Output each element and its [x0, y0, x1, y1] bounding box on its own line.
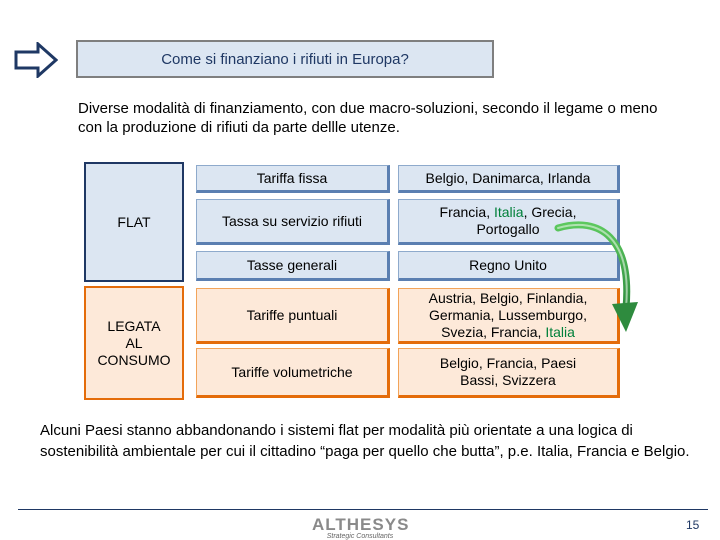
method-cell [196, 251, 390, 281]
method-label: Tariffa fissa [256, 169, 328, 186]
category-flat [84, 162, 184, 282]
countries-line: Belgio, Francia, Paesi [439, 355, 577, 371]
category-consumo-line-3: CONSUMO [97, 351, 171, 368]
method-cell [196, 165, 390, 193]
method-cell [196, 348, 390, 398]
transition-arrow-icon [540, 208, 650, 338]
country-italia: Italia [493, 204, 524, 220]
category-consumo-line-1: LEGATA [107, 317, 161, 334]
category-consumo [84, 286, 184, 400]
countries-line: Bassi, Svizzera [460, 372, 556, 388]
country-text: , Grecia, [523, 204, 577, 220]
countries-line: Germania, Lussemburgo, [429, 306, 587, 323]
closing-paragraph: Alcuni Paesi stanno abbandonando i sistemi flat per modalità più orientate a una logica di sostenibilità ambientale per cui il cittadino “paga per quello che butta”, p.e. Italia, Francia e Belgio. [40, 422, 690, 460]
country-text: Francia, [439, 204, 494, 220]
intro-paragraph: Diverse modalità di finanziamento, con due macro-soluzioni, secondo il legame o meno con la produzione di rifiuti da parte dellle utenze. [78, 100, 658, 136]
footer-divider [18, 509, 708, 510]
method-label: Tariffe puntuali [246, 306, 338, 323]
category-consumo-line-2: AL [125, 334, 143, 351]
countries-cell [398, 165, 620, 193]
countries-cell [398, 348, 620, 398]
slide-title: Come si finanziano i rifiuti in Europa? [161, 50, 409, 68]
method-label: Tassa su servizio rifiuti [221, 212, 363, 229]
althesys-logo [312, 515, 408, 539]
logo-text: ALTHESYS [312, 515, 410, 534]
countries-line: Portogallo [476, 221, 540, 237]
logo-subtitle: Strategic Consultants [326, 533, 394, 540]
method-label: Tasse generali [246, 256, 338, 273]
arrow-right-icon [14, 42, 58, 78]
countries-label: Belgio, Danimarca, Irlanda [425, 169, 591, 186]
category-flat-label: FLAT [117, 213, 151, 230]
countries-line: Austria, Belgio, Finlandia, [428, 289, 588, 306]
page-number: 15 [686, 518, 700, 532]
slide-title-box [76, 40, 494, 78]
country-text: Svezia, Francia, [441, 323, 546, 340]
countries-label: Regno Unito [469, 256, 547, 273]
method-cell [196, 288, 390, 344]
country-italia: Italia [545, 323, 575, 340]
method-label: Tariffe volumetriche [231, 363, 353, 380]
method-cell [196, 199, 390, 245]
